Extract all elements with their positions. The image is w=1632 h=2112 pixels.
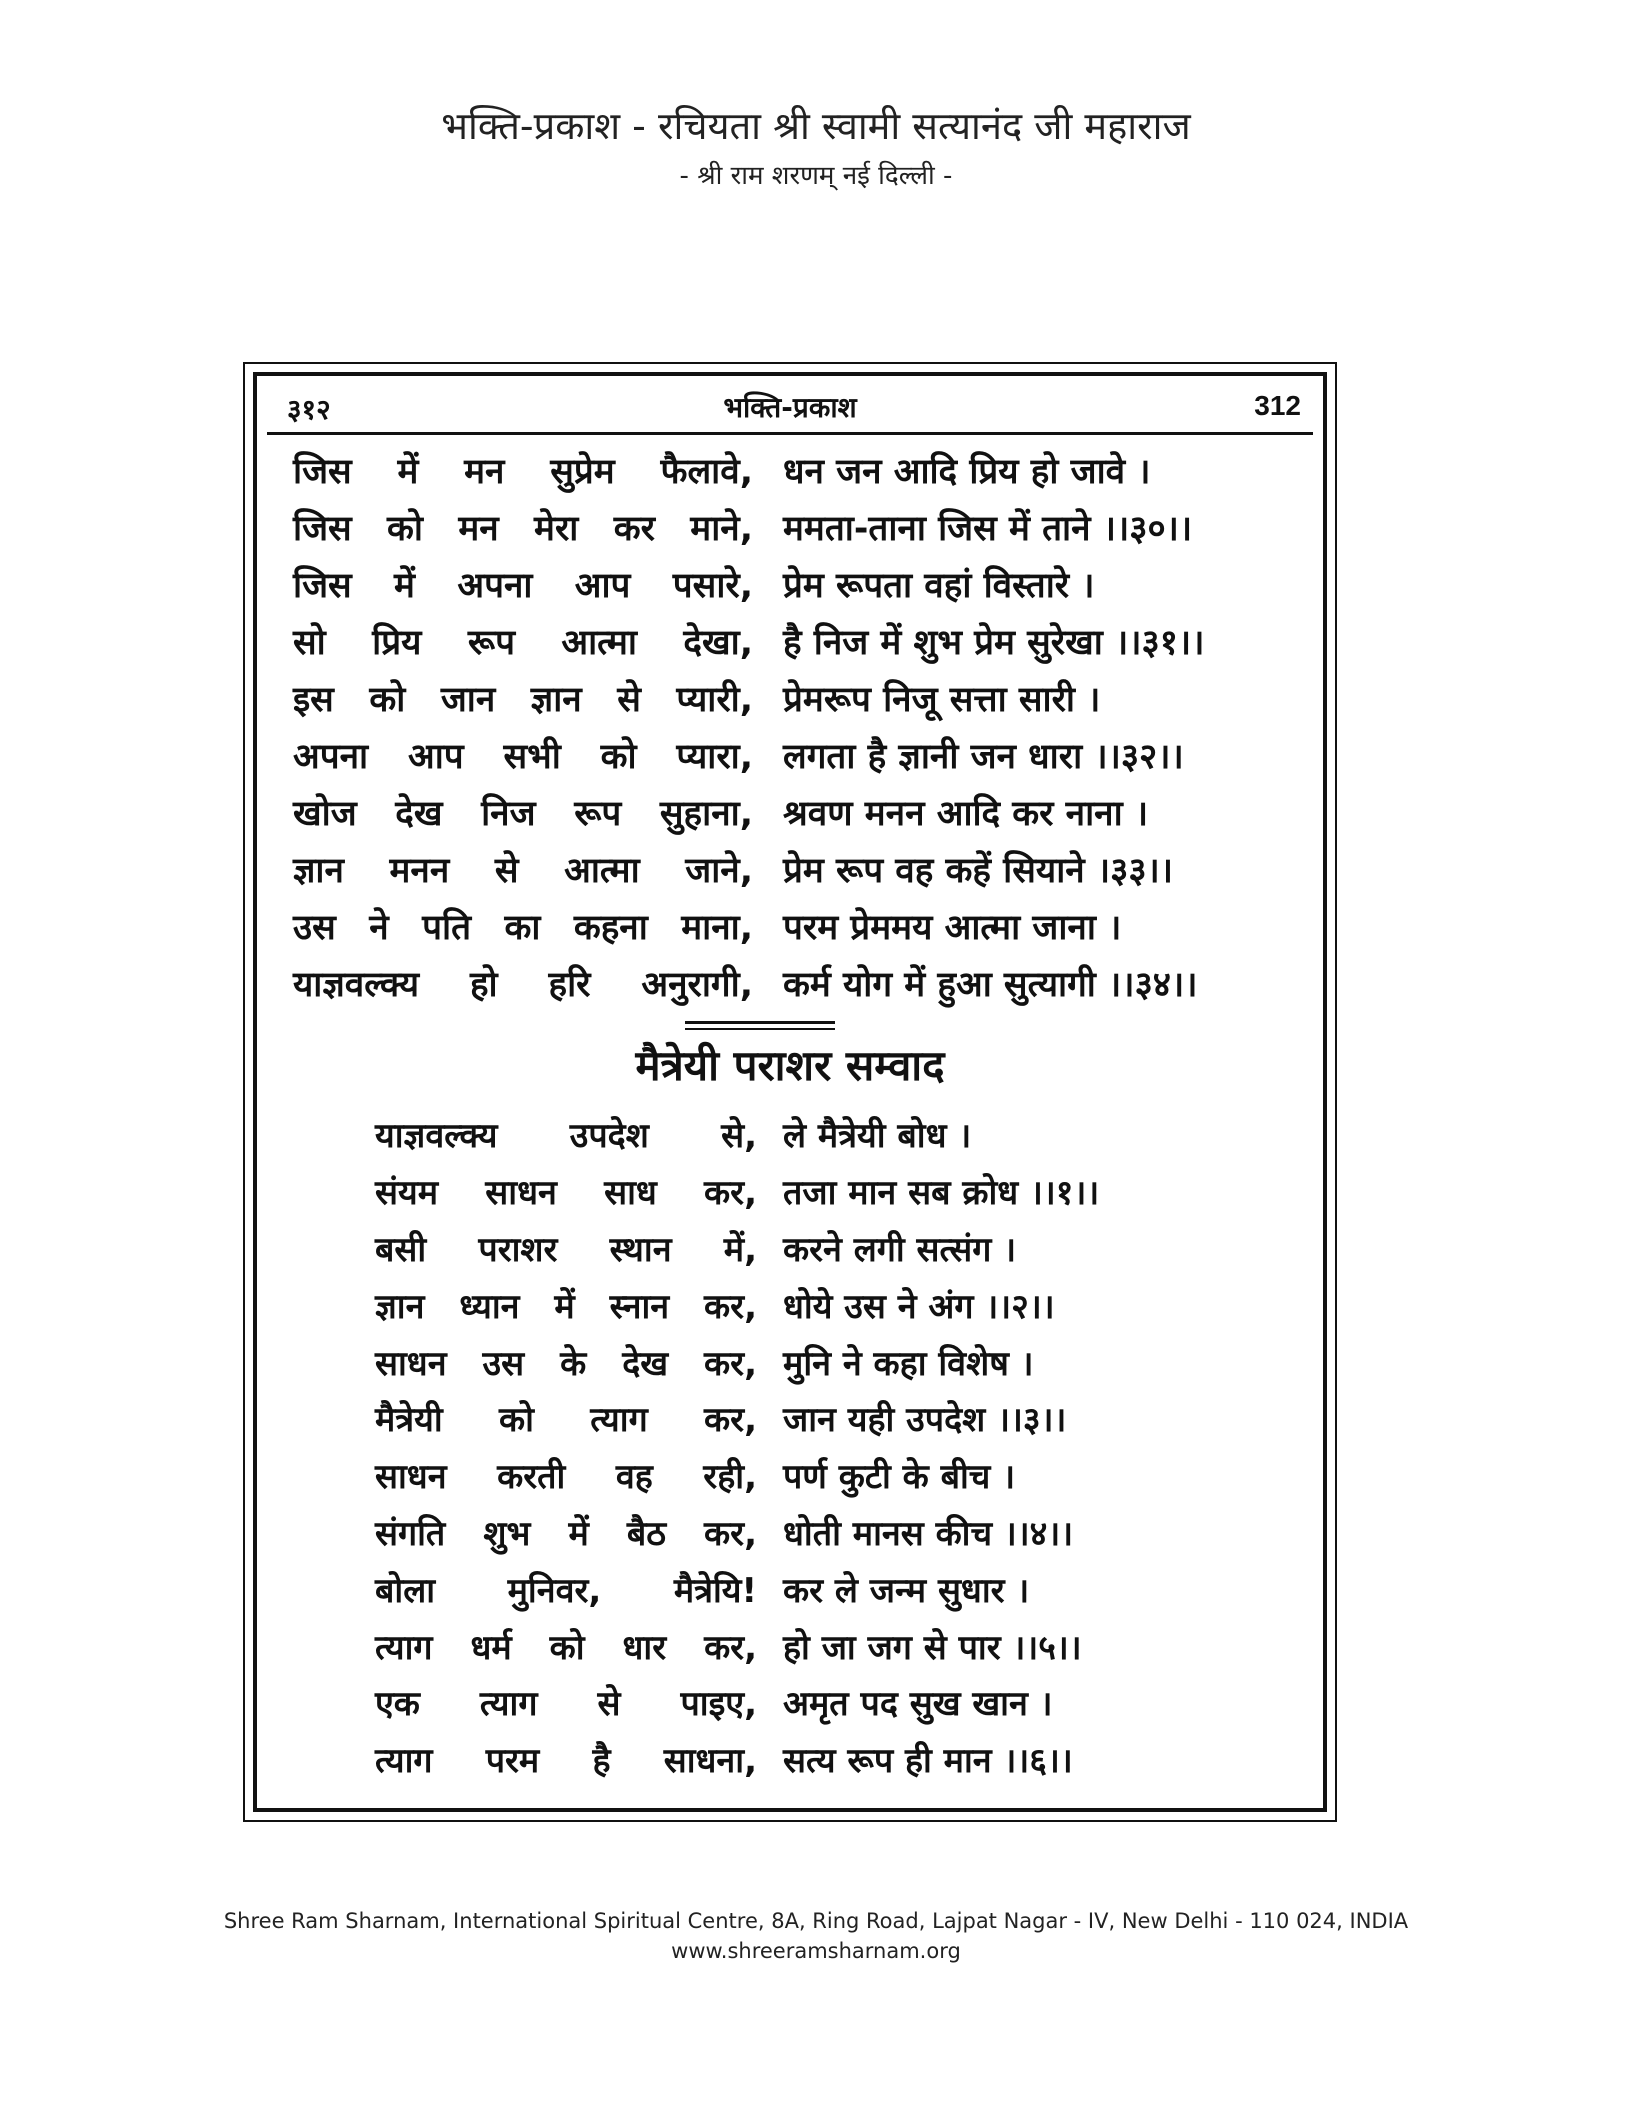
verse-second-half: धन जन आदि प्रिय हो जावे । <box>783 452 1151 492</box>
doha-second-half: धोये उस ने अंग ।।२।। <box>783 1286 1055 1327</box>
verse-second-half: ममता-ताना जिस में ताने ।।३०।। <box>783 509 1193 549</box>
doha-first-half: संयम साधन साध कर, <box>375 1173 757 1214</box>
page-header <box>0 100 1632 196</box>
section-divider <box>685 1021 835 1030</box>
doha-line <box>375 1560 1255 1617</box>
verse-line <box>293 955 1303 1012</box>
verse-first-half: याज्ञवल्क्य हो हरि अनुरागी, <box>293 965 753 1005</box>
verse-line <box>293 841 1303 898</box>
verse-first-half: उस ने पति का कहना माना, <box>293 908 753 948</box>
verse-line <box>293 556 1303 613</box>
verse-second-half: श्रवण मनन आदि कर नाना । <box>783 794 1149 834</box>
doha-line <box>375 1674 1255 1731</box>
verse-line <box>293 499 1303 556</box>
doha-first-half: मैत्रेयी को त्याग कर, <box>375 1400 757 1441</box>
verse-line <box>293 727 1303 784</box>
verse-second-half: है निज में शुभ प्रेम सुरेखा ।।३१।। <box>783 623 1205 663</box>
doha-line <box>375 1447 1255 1504</box>
doha-line <box>375 1276 1255 1333</box>
doha-first-half: साधन उस के देख कर, <box>375 1343 757 1384</box>
doha-first-half: याज्ञवल्क्य उपदेश से, <box>375 1116 757 1157</box>
verse-line <box>293 670 1303 727</box>
doha-line <box>375 1106 1255 1163</box>
doha-second-half: करने लगी सत्संग । <box>783 1229 1017 1270</box>
header-title: भक्ति-प्रकाश - रचियता श्री स्वामी सत्यानंद जी महाराज <box>441 104 1191 148</box>
doha-second-half: अमृत पद सुख खान । <box>783 1684 1053 1725</box>
verse-line <box>293 784 1303 841</box>
header-subtitle: - श्री राम शरणम् नई दिल्ली - <box>679 161 953 191</box>
doha-line <box>375 1617 1255 1674</box>
doha-second-half: तजा मान सब क्रोध ।।१।। <box>783 1173 1100 1214</box>
doha-second-half: सत्य रूप ही मान ।।६।। <box>783 1741 1073 1782</box>
footer-address: Shree Ram Sharnam, International Spiritual Centre, 8A, Ring Road, Lajpat Nagar - IV, New Delhi - 110 024, INDIA <box>223 1909 1409 1933</box>
doha-line <box>375 1220 1255 1277</box>
page-number-devanagari: ३१२ <box>287 393 331 426</box>
verse-second-half: परम प्रेममय आत्मा जाना । <box>783 908 1122 948</box>
running-title: भक्ति-प्रकाश <box>723 391 857 424</box>
verse-line <box>293 442 1303 499</box>
verse-first-half: खोज देख निज रूप सुहाना, <box>293 794 753 834</box>
doha-second-half: मुनि ने कहा विशेष । <box>783 1343 1034 1384</box>
doha-first-half: संगति शुभ में बैठ कर, <box>375 1513 757 1554</box>
doha-first-half: साधन करती वह रही, <box>375 1457 757 1498</box>
verse-first-half: जिस में मन सुप्रेम फैलावे, <box>293 452 753 492</box>
verse-line <box>293 898 1303 955</box>
doha-first-half: बोला मुनिवर, मैत्रेयि! <box>375 1570 757 1611</box>
doha-first-half: बसी पराशर स्थान में, <box>375 1229 757 1270</box>
doha-line <box>375 1163 1255 1220</box>
verse-second-half: कर्म योग में हुआ सुत्यागी ।।३४।। <box>783 965 1198 1005</box>
verse-first-half: ज्ञान मनन से आत्मा जाने, <box>293 851 753 891</box>
chaupai-verses <box>293 442 1303 1012</box>
doha-second-half: पर्ण कुटी के बीच । <box>783 1457 1016 1498</box>
verse-first-half: इस को जान ज्ञान से प्यारी, <box>293 680 753 720</box>
scanned-book-page <box>243 362 1337 1822</box>
section-heading: मैत्रेयी पराशर सम्वाद <box>635 1041 945 1090</box>
doha-second-half: कर ले जन्म सुधार । <box>783 1570 1030 1611</box>
verse-first-half: अपना आप सभी को प्यारा, <box>293 737 753 777</box>
doha-line <box>375 1731 1255 1788</box>
doha-first-half: त्याग परम है साधना, <box>375 1741 757 1782</box>
doha-second-half: जान यही उपदेश ।।३।। <box>783 1400 1067 1441</box>
verse-second-half: प्रेम रूप वह कहें सियाने ।३३।। <box>783 851 1174 891</box>
doha-line <box>375 1504 1255 1561</box>
footer-website: www.shreeramsharnam.org <box>671 1939 961 1963</box>
verse-second-half: प्रेमरूप निजू सत्ता सारी । <box>783 680 1101 720</box>
doha-verses <box>375 1106 1255 1788</box>
doha-line <box>375 1390 1255 1447</box>
verse-first-half: सो प्रिय रूप आत्मा देखा, <box>293 623 753 663</box>
verse-second-half: लगता है ज्ञानी जन धारा ।।३२।। <box>783 737 1184 777</box>
page-footer <box>0 1906 1632 1966</box>
doha-first-half: ज्ञान ध्यान में स्नान कर, <box>375 1286 757 1327</box>
doha-second-half: धोती मानस कीच ।।४।। <box>783 1513 1074 1554</box>
verse-first-half: जिस में अपना आप पसारे, <box>293 566 753 606</box>
verse-line <box>293 613 1303 670</box>
page-number-arabic: 312 <box>1254 390 1301 421</box>
verse-second-half: प्रेम रूपता वहां विस्तारे । <box>783 566 1095 606</box>
doha-second-half: हो जा जग से पार ।।५।। <box>783 1627 1082 1668</box>
verse-first-half: जिस को मन मेरा कर माने, <box>293 509 753 549</box>
running-head <box>267 386 1313 435</box>
doha-second-half: ले मैत्रेयी बोध । <box>783 1116 972 1157</box>
doha-first-half: एक त्याग से पाइए, <box>375 1684 757 1725</box>
doha-line <box>375 1333 1255 1390</box>
doha-first-half: त्याग धर्म को धार कर, <box>375 1627 757 1668</box>
